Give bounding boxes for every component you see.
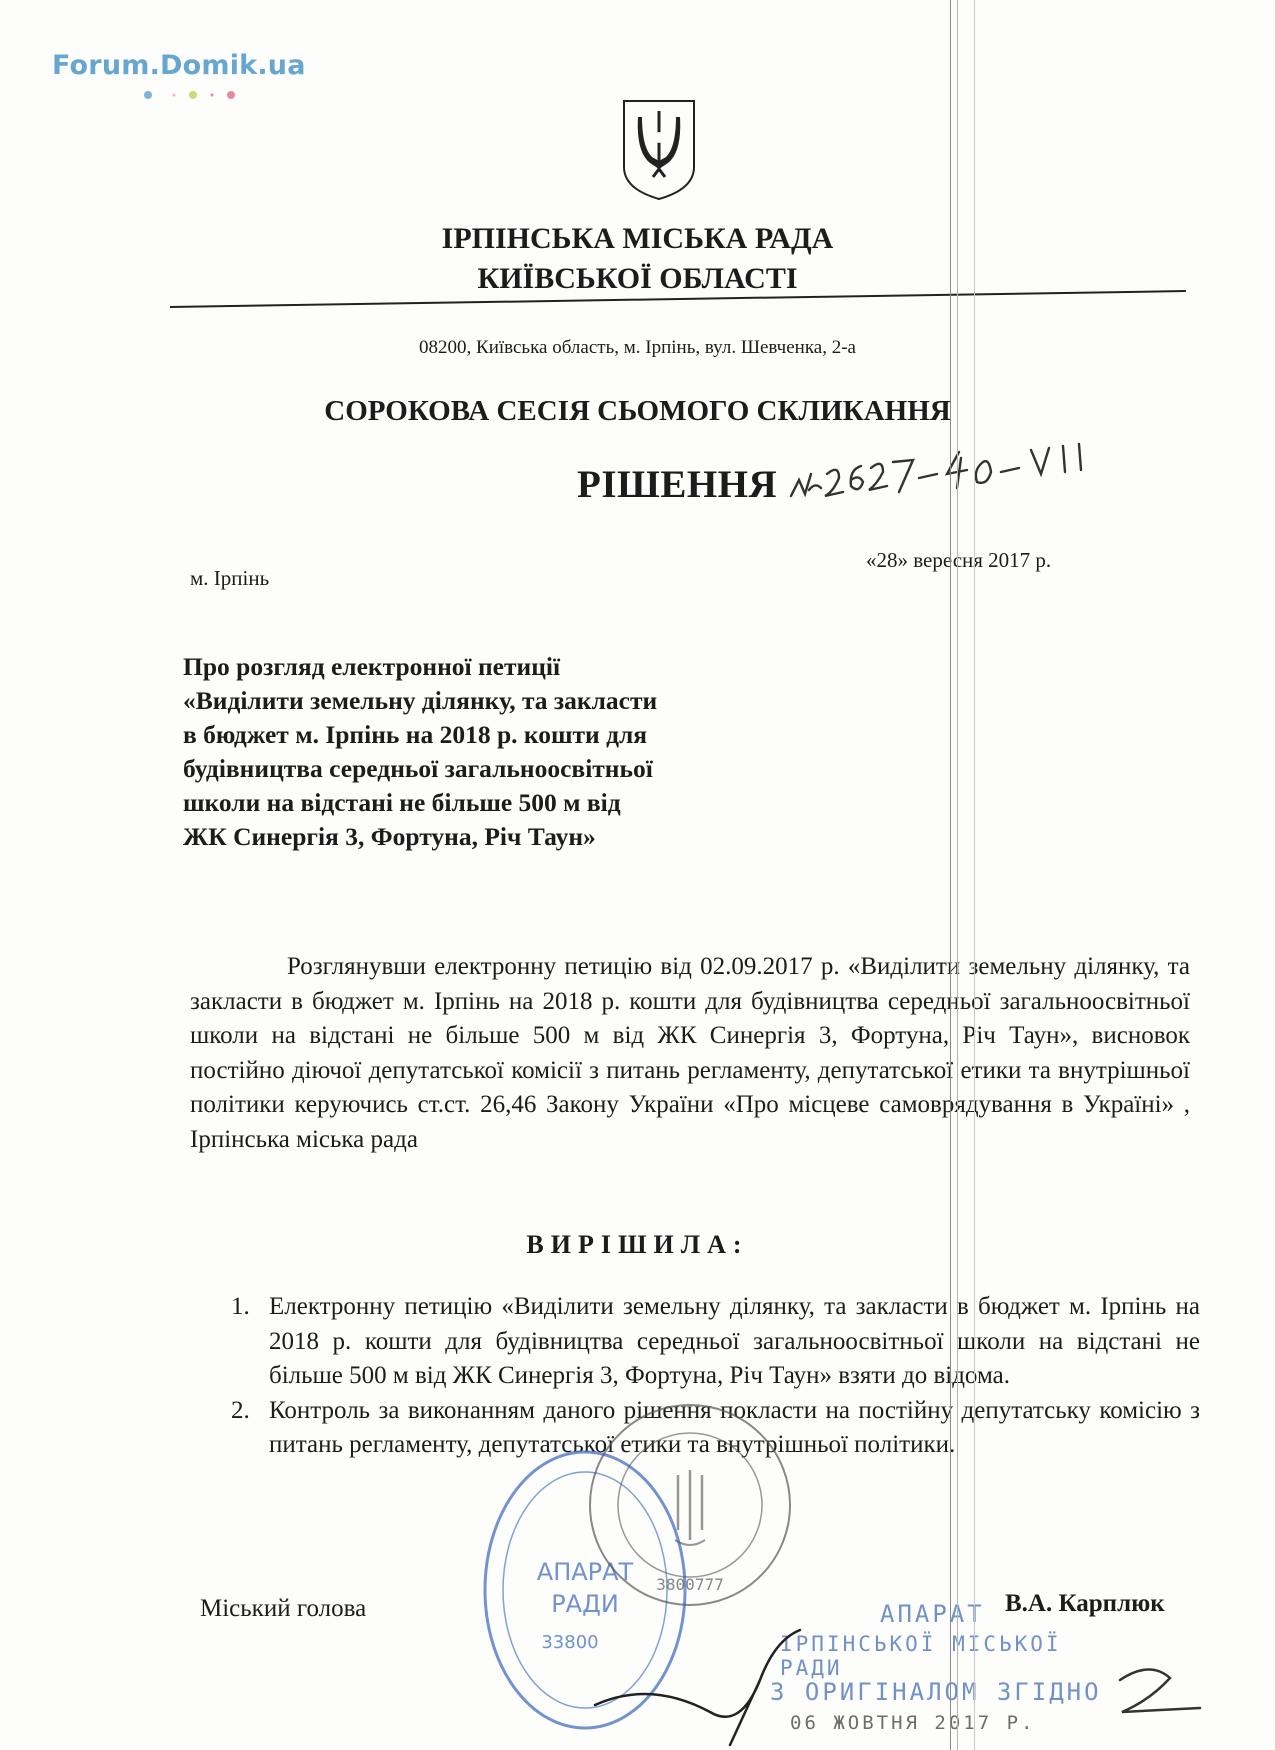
svg-text:АПАРАТ: АПАРАТ: [536, 1558, 634, 1586]
watermark-dot: [227, 91, 235, 99]
list-item: [225, 1290, 1200, 1394]
svg-text:РАДИ: РАДИ: [551, 1590, 619, 1618]
decision-title: РІШЕННЯ: [577, 463, 778, 506]
item-number: 1.: [231, 1293, 250, 1320]
subject-line: «Виділити земельну ділянку, та закласти: [183, 686, 658, 715]
watermark-dot: [211, 94, 214, 97]
council-address: 08200, Київська область, м. Ірпінь, вул. Шевченка, 2-а: [419, 337, 856, 358]
subject-line: Про розгляд електронної петиції: [183, 652, 561, 681]
signer-name: В.А. Карплюк: [1005, 1590, 1165, 1617]
council-name: ІРПІНСЬКА МІСЬКА РАДА: [441, 222, 834, 255]
stamp-line: ІРПІНСЬКОЇ МІСЬКОЇ РАДИ: [780, 1632, 1062, 1680]
council-region: КИЇВСЬКОЇ ОБЛАСТІ: [477, 262, 798, 295]
item-text: Електронну петицію «Виділити земельну ділянку, та закласти в бюджет м. Ірпінь на 2018 р. кошти для будівництва середньої загальноосвітньої школи на відстані не більше 500 м від ЖК Синергія 3, Фортуна, Річ Таун» взяти до відома.: [269, 1293, 1200, 1389]
resolved-heading: ВИРІШИЛА:: [526, 1230, 749, 1259]
signer-title: Міський голова: [200, 1595, 367, 1622]
handwritten-signature: [590, 1620, 820, 1750]
subject-line: ЖК Синергія 3, Фортуна, Річ Таун»: [183, 822, 596, 851]
scan-artifact-line: [950, 0, 951, 1750]
preamble-paragraph: Розглянувши електронну петицію від 02.09.2017 р. «Виділити земельну ділянку, та закласти в бюджет м. Ірпінь на 2018 р. кошти для будівництва середньої загальноосвітньої школи на відстані не більше 500 м від ЖК Синергія 3, Фортуна, Річ Таун», висновок постійно діючої депутатської комісії з питань регламенту, депутатської етики та внутрішньої політики керуючись ст.ст. 26,46 Закону України «Про місцеве самоврядування в Україні» , Ірпінська міська рада: [190, 953, 1190, 1153]
watermark-dot: [189, 91, 197, 99]
stamp-line: АПАРАТ: [880, 1600, 985, 1628]
subject-line: школи на відстані не більше 500 м від: [183, 788, 621, 817]
svg-text:3800777: 3800777: [656, 1575, 724, 1594]
stamp-line: 06 ЖОВТНЯ 2017 Р.: [790, 1712, 1036, 1734]
watermark-dot: [173, 94, 176, 97]
place-of-issue: м. Ірпінь: [190, 566, 270, 590]
trident-coat-of-arms-icon: [620, 97, 698, 202]
svg-text:33800: 33800: [541, 1632, 599, 1653]
item-number: 2.: [231, 1396, 250, 1424]
handwritten-initial: [1110, 1660, 1210, 1720]
decision-subject: [183, 650, 743, 854]
item-text: Контроль за виконанням даного рішення покласти на постійну депутатську комісію з питань регламенту, депутатської етики та внутрішньої політики.: [269, 1396, 1200, 1458]
session-title: СОРОКОВА СЕСІЯ СЬОМОГО СКЛИКАННЯ: [324, 395, 951, 427]
watermark-site-logo: Forum.Domik.ua: [52, 50, 306, 81]
watermark-dots: [143, 90, 243, 100]
stamp-line: З ОРИГІНАЛОМ ЗГІДНО: [770, 1678, 1102, 1706]
watermark-dot: [144, 91, 152, 99]
decision-date: «28» вересня 2017 р.: [866, 548, 1052, 572]
scan-artifact-line: [974, 0, 975, 1750]
subject-line: в бюджет м. Ірпінь на 2018 р. кошти для: [183, 720, 648, 749]
scan-artifact-line: [957, 0, 958, 1750]
round-seal-stamp: [575, 1390, 805, 1620]
subject-line: будівництва середньої загальноосвітньої: [183, 754, 653, 783]
